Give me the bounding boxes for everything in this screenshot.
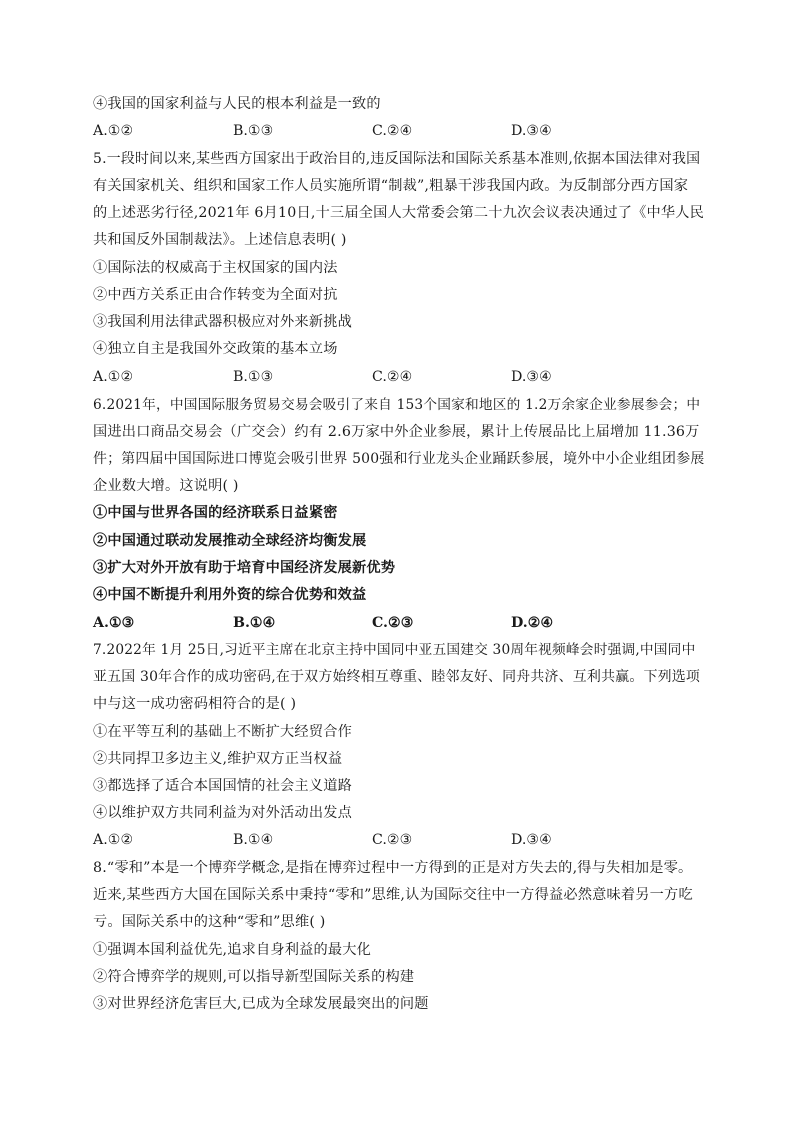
q6-stem-line: 6.2021年，中国国际服务贸易交易会吸引了来自 153个国家和地区的 1.2万余家企业参展参会；中 bbox=[93, 397, 701, 413]
q7-option-c: C.②③ bbox=[372, 832, 413, 848]
q4-option-a: A.①② bbox=[93, 123, 134, 139]
q6-stem-line: 国进出口商品交易会（广交会）约有 2.6万家中外企业参展，累计上传展品比上届增加 11.36万 bbox=[93, 424, 700, 440]
q6-option-b: B.①④ bbox=[233, 615, 276, 631]
q5-item-2: ②中西方关系正由合作转变为全面对抗 bbox=[93, 287, 338, 303]
q6-option-d: D.②④ bbox=[511, 615, 554, 631]
q6-options bbox=[93, 613, 705, 633]
q7-item-4: ④以维护双方共同利益为对外活动出发点 bbox=[93, 805, 352, 821]
q7-option-d: D.③④ bbox=[511, 832, 552, 848]
q6-item-3: ③扩大对外开放有助于培育中国经济发展新优势 bbox=[93, 560, 396, 576]
q7-item-1: ①在平等互利的基础上不断扩大经贸合作 bbox=[93, 724, 352, 740]
q7-stem-line: 亚五国 30年合作的成功密码,在于双方始终相互尊重、睦邻友好、同舟共济、互利共赢。下列选项 bbox=[93, 669, 701, 685]
q7-item-3: ③都选择了适合本国国情的社会主义道路 bbox=[93, 778, 352, 794]
q6-item-1: ①中国与世界各国的经济联系日益紧密 bbox=[93, 505, 338, 521]
q8-item-1: ①强调本国利益优先,追求自身利益的最大化 bbox=[93, 942, 372, 958]
q7-option-b: B.①④ bbox=[233, 832, 274, 848]
q5-stem-line: 的上述恶劣行径,2021年 6月10日,十三届全国人大常委会第二十九次会议表决通过了《中华人民 bbox=[93, 205, 705, 221]
q8-item-3: ③对世界经济危害巨大,已成为全球发展最突出的问题 bbox=[93, 996, 429, 1012]
q5-item-1: ①国际法的权威高于主权国家的国内法 bbox=[93, 260, 338, 276]
q4-option-b: B.①③ bbox=[233, 123, 274, 139]
q6-option-c: C.②③ bbox=[372, 615, 414, 631]
q6-stem-line: 企业数大增。这说明( ) bbox=[93, 478, 239, 494]
q7-stem-line: 中与这一成功密码相符合的是( ) bbox=[93, 696, 297, 712]
q5-option-c: C.②④ bbox=[372, 369, 413, 385]
q5-stem-line: 5.一段时间以来,某些西方国家出于政治目的,违反国际法和国际关系基本准则,依据本国法律对我国 bbox=[93, 151, 701, 167]
q7-item-2: ②共同捍卫多边主义,维护双方正当权益 bbox=[93, 751, 343, 767]
q5-option-a: A.①② bbox=[93, 369, 134, 385]
q8-stem-line: 近来,某些西方大国在国际关系中秉持“零和”思维,认为国际交往中一方得益必然意味着另一方吃 bbox=[93, 887, 693, 903]
q4-item-4: ④我国的国家利益与人民的根本利益是一致的 bbox=[93, 96, 381, 112]
q5-item-3: ③我国利用法律武器积极应对外来新挑战 bbox=[93, 314, 352, 330]
q6-stem-line: 件；第四届中国国际进口博览会吸引世界 500强和行业龙头企业踊跃参展，境外中小企业组团参展 bbox=[93, 451, 705, 467]
q5-option-d: D.③④ bbox=[511, 369, 552, 385]
q5-option-b: B.①③ bbox=[233, 369, 274, 385]
q5-stem-line: 共和国反外国制裁法》。上述信息表明( ) bbox=[93, 232, 347, 248]
q6-item-2: ②中国通过联动发展推动全球经济均衡发展 bbox=[93, 533, 367, 549]
q7-stem-line: 7.2022年 1月 25日,习近平主席在北京主持中国同中亚五国建交 30周年视频峰会时强调,中国同中 bbox=[93, 642, 696, 658]
q4-options bbox=[93, 121, 705, 141]
q8-item-2: ②符合博弈学的规则,可以指导新型国际关系的构建 bbox=[93, 969, 415, 985]
q8-stem-line: 8.“零和”本是一个博弈学概念,是指在博弈过程中一方得到的正是对方失去的,得与失相加是零。 bbox=[93, 860, 693, 876]
q6-option-a: A.①③ bbox=[93, 615, 135, 631]
q7-option-a: A.①② bbox=[93, 832, 134, 848]
q5-stem-line: 有关国家机关、组织和国家工作人员实施所谓“制裁”,粗暴干涉我国内政。为反制部分西方国家 bbox=[93, 178, 689, 194]
q6-item-4: ④中国不断提升利用外资的综合优势和效益 bbox=[93, 587, 367, 603]
q4-option-d: D.③④ bbox=[511, 123, 552, 139]
q4-option-c: C.②④ bbox=[372, 123, 413, 139]
q5-options bbox=[93, 367, 705, 387]
q5-item-4: ④独立自主是我国外交政策的基本立场 bbox=[93, 341, 338, 357]
q7-options bbox=[93, 830, 705, 850]
q8-stem-line: 亏。国际关系中的这种“零和”思维( ) bbox=[93, 914, 326, 930]
